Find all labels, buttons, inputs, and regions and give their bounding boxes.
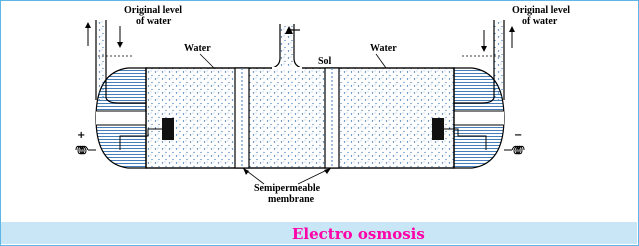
label-sol: Sol xyxy=(318,56,332,67)
left-membrane xyxy=(235,68,249,168)
label-water-right: Water xyxy=(370,43,397,54)
label-original-level-right-2: of water xyxy=(522,16,558,27)
right-membrane xyxy=(325,68,339,168)
label-membrane-1: Semipermeable xyxy=(254,183,321,194)
label-water-left: Water xyxy=(184,43,211,54)
label-original-level-left-1: Original level xyxy=(124,5,183,16)
negative-terminal-sign: − xyxy=(514,130,523,141)
right-wire-coil-icon xyxy=(504,146,524,154)
positive-terminal-sign: + xyxy=(77,130,86,141)
label-original-level-right-1: Original level xyxy=(512,5,571,16)
label-original-level-left-2: of water xyxy=(136,16,172,27)
label-membrane-2: membrane xyxy=(268,194,315,205)
figure-caption: Electro osmosis xyxy=(292,225,425,243)
left-wire-coil-icon xyxy=(76,146,96,154)
